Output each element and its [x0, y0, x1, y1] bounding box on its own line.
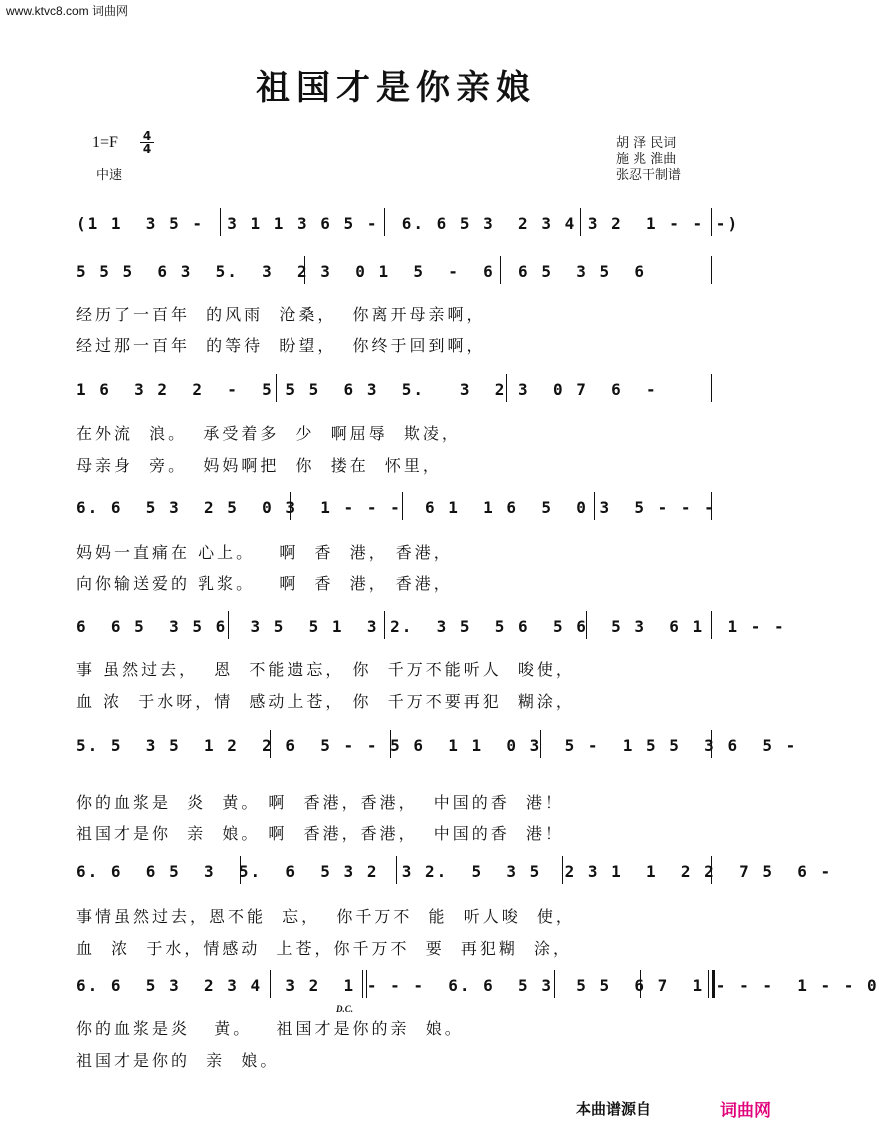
lyric-line-4b: 向你输送爱的 乳浆。 啊 香 港， 香港，: [76, 574, 453, 593]
dc-mark: D.C.: [336, 1004, 354, 1014]
bar-line: [270, 970, 271, 998]
lyric-line-2a: 经历了一百年 的风雨 沧桑， 你离开母亲啊，: [76, 305, 486, 324]
bar-line: [711, 256, 712, 284]
bar-line: [500, 256, 501, 284]
transcriber: 张忍干制谱: [616, 168, 682, 183]
bar-line: [506, 374, 507, 402]
bar-line: [711, 208, 712, 236]
lyric-line-7b: 血 浓 于水，情感动 上苍，你千万不 要 再犯糊 涂，: [76, 939, 573, 958]
bar-line: [304, 256, 305, 284]
notation-line-6: 5. 5 3 5 1 2 2 6 5 - - 5 6 1 1 0 3 5 - 1 5 5 3 6 5 -: [76, 736, 798, 755]
repeat-bar-line: [362, 970, 363, 998]
source-label: 本曲谱源自: [576, 1100, 652, 1118]
notation-line-2: 5 5 5 6 3 5. 3 2 3 0 1 5 - 6 6 5 3 5 6: [76, 262, 647, 281]
notation-line-1: (1 1 3 5 - 3 1 1 3 6 5 - 6. 6 5 3 2 3 4 3 2 1 - - -): [76, 214, 740, 233]
bar-line: [594, 492, 595, 520]
bar-line: [396, 856, 397, 884]
lyric-line-8b: 祖国才是你的 亲 娘。: [76, 1051, 280, 1070]
bar-line: [580, 208, 581, 236]
lyric-line-3b: 母亲身 旁。 妈妈啊把 你 搂在 怀里，: [76, 456, 442, 475]
composer: 施 兆 淮曲: [616, 152, 677, 167]
lyric-line-5a: 事 虽然过去， 恩 不能遗忘， 你 千万不能听人 唆使，: [76, 660, 575, 679]
bar-line: [228, 611, 229, 639]
notation-line-8: 6. 6 5 3 2 3 4 3 2 1 - - - 6. 6 5 3 5 5 6 7 1 - - - 1 - - 0: [76, 976, 879, 995]
lyricist: 胡 泽 民词: [616, 136, 677, 151]
bar-line: [276, 374, 277, 402]
bar-line: [384, 611, 385, 639]
lyric-line-5b: 血 浓 于水呀，情 感动上苍， 你 千万不要再犯 糊涂，: [76, 692, 575, 711]
credits: [616, 136, 681, 184]
lyric-line-2b: 经过那一百年 的等待 盼望， 你终于回到啊，: [76, 336, 486, 355]
bar-line: [586, 611, 587, 639]
notation-line-5: 6 6 5 3 5 6 3 5 5 1 3 2. 3 5 5 6 5 6 5 3 6 1 1 - -: [76, 617, 786, 636]
meter-bottom: 4: [140, 142, 154, 155]
notation-line-3: 1 6 3 2 2 - 5 5 5 6 3 5. 3 2 3 0 7 6 -: [76, 380, 658, 399]
lyric-line-6b: 祖国才是你 亲 娘。 啊 香港，香港， 中国的香 港！: [76, 824, 564, 843]
lyric-line-3a: 在外流 浪。 承受着多 少 啊屈辱 欺凌，: [76, 424, 461, 443]
bar-line: [711, 611, 712, 639]
lyric-line-8a: 你的血浆是炎 黄。 祖国才是你的亲 娘。: [76, 1019, 464, 1038]
notation-line-4: 6. 6 5 3 2 5 0 3 1 - - - 6 1 1 6 5 0 3 5 - - -: [76, 498, 716, 517]
bar-line: [402, 492, 403, 520]
bar-line: [554, 970, 555, 998]
meter-top: 4: [142, 129, 152, 143]
repeat-bar-line: [366, 970, 367, 998]
bar-line: [711, 856, 712, 884]
bar-line: [711, 374, 712, 402]
lyric-line-7a: 事情虽然过去，恩不能 忘， 你千万不 能 听人唆 使，: [76, 907, 575, 926]
time-signature: [140, 130, 154, 155]
lyric-line-4a: 妈妈一直痛在 心上。 啊 香 港， 香港，: [76, 543, 453, 562]
bar-line: [711, 492, 712, 520]
final-bar-line: [708, 970, 709, 998]
bar-line: [562, 856, 563, 884]
bar-line: [220, 208, 221, 236]
key-signature: 1=F: [92, 134, 118, 151]
bar-line: [384, 208, 385, 236]
bar-line: [540, 730, 541, 758]
bar-line: [640, 970, 641, 998]
bar-line: [711, 730, 712, 758]
notation-line-7: 6. 6 6 5 3 5. 6 5 3 2 3 2. 5 3 5 2 3 1 1 2 2 7 5 6 -: [76, 862, 833, 881]
bar-line: [290, 492, 291, 520]
tempo-marking: 中速: [96, 168, 123, 183]
song-title: 祖国才是你亲娘: [256, 68, 536, 108]
final-bar-line: [712, 970, 715, 998]
bar-line: [270, 730, 271, 758]
brand-logo: 词曲网: [720, 1101, 771, 1121]
bar-line: [240, 856, 241, 884]
lyric-line-6a: 你的血浆是 炎 黄。 啊 香港，香港， 中国的香 港！: [76, 793, 564, 812]
bar-line: [390, 730, 391, 758]
site-url: www.ktvc8.com 词曲网: [6, 4, 129, 18]
